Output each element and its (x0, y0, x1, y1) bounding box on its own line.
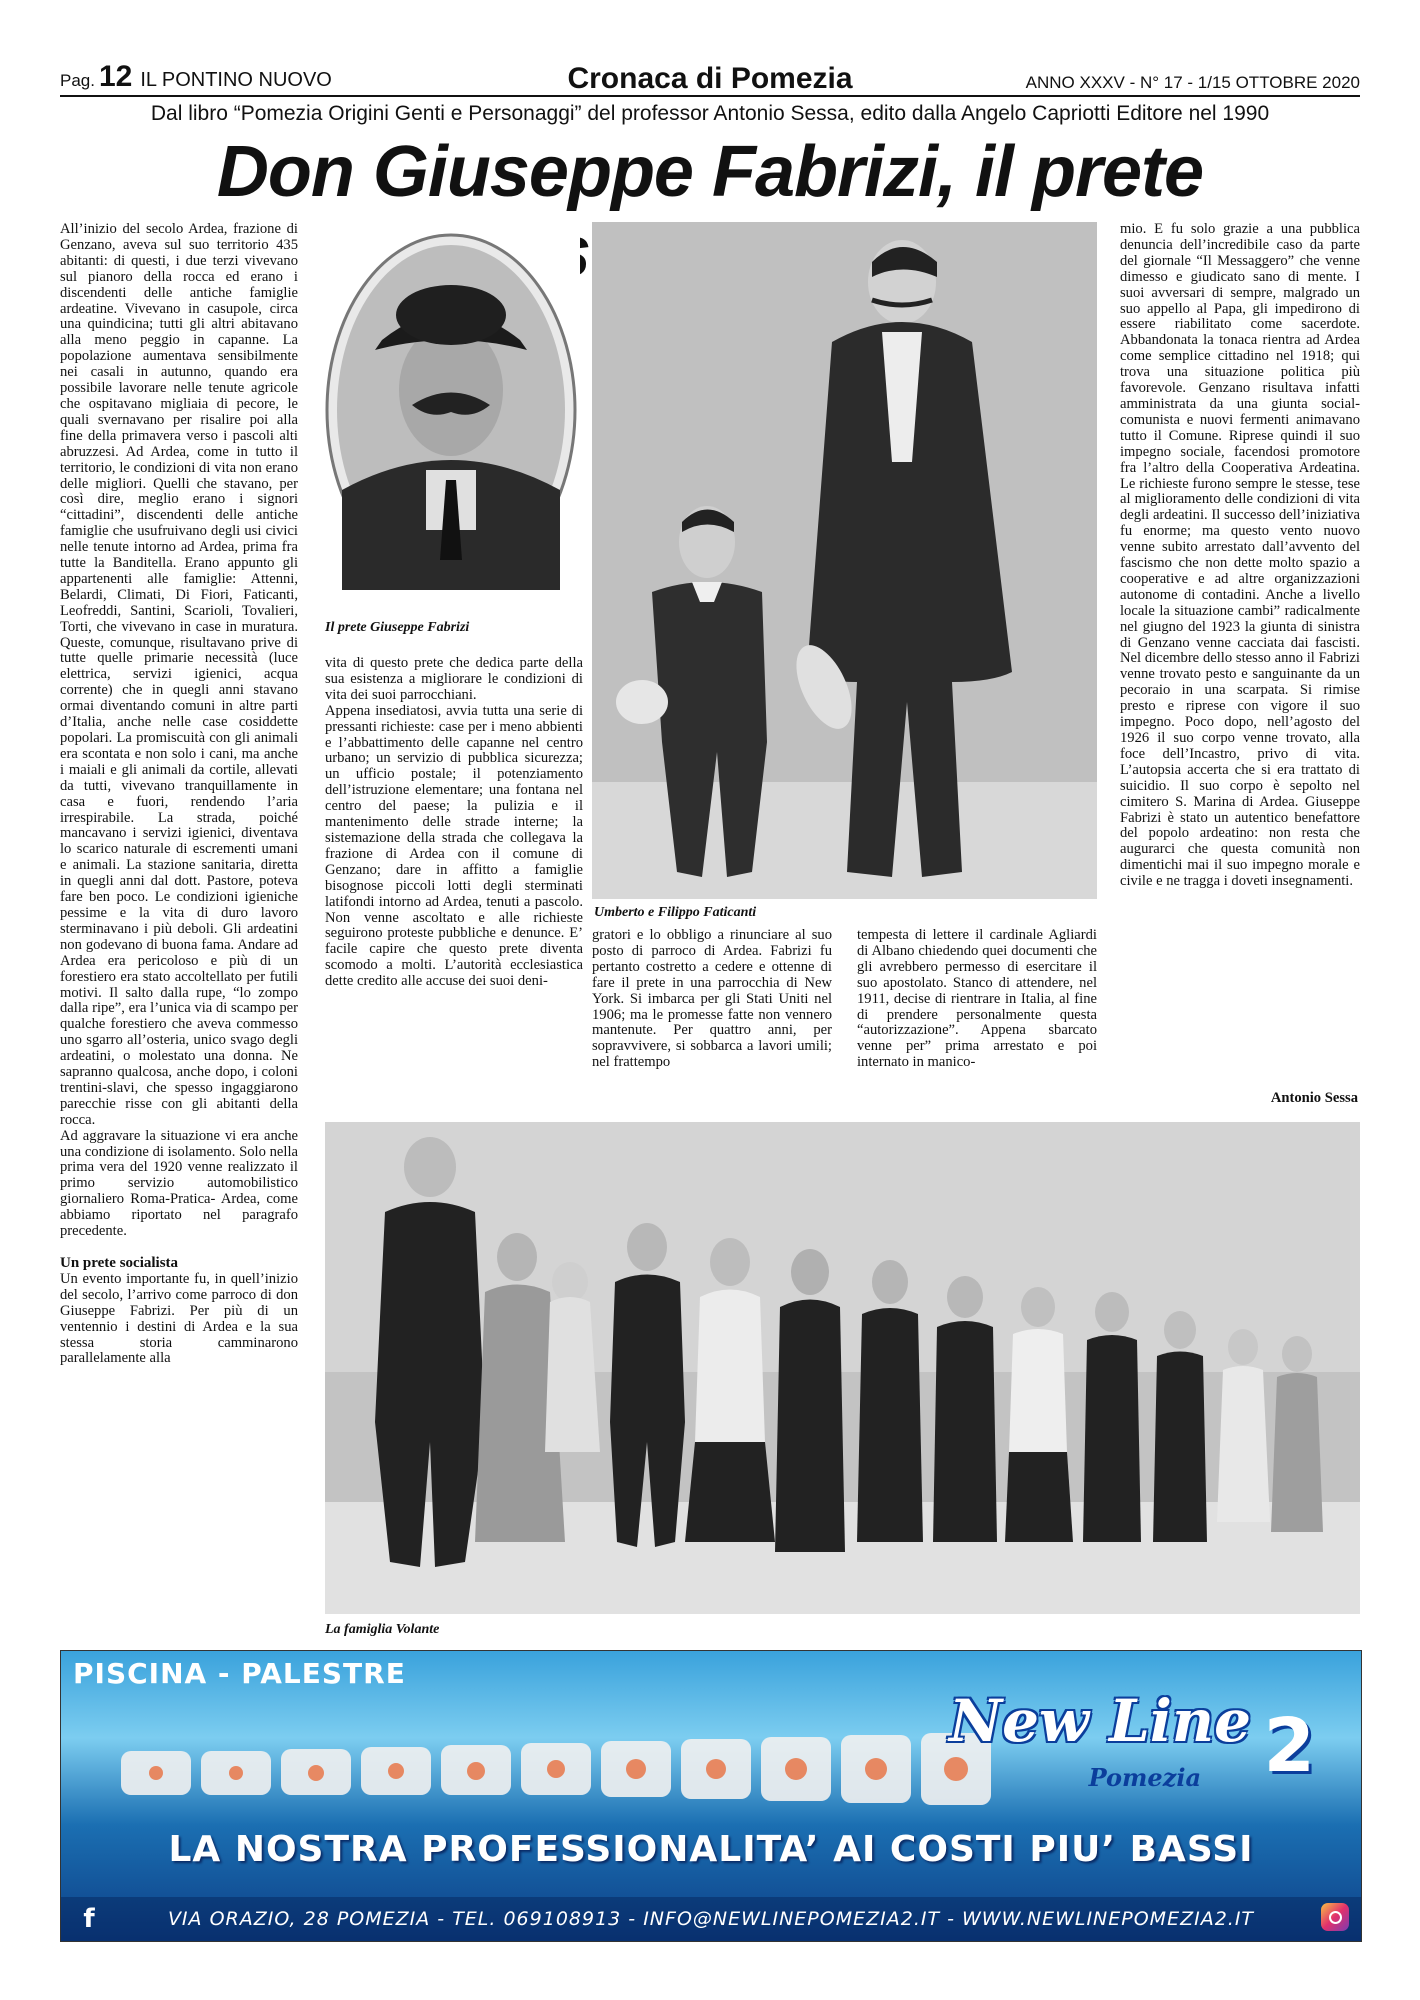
section-title: Cronaca di Pomezia (567, 62, 853, 95)
faticanti-caption: Umberto e Filippo Faticanti (594, 905, 757, 920)
facebook-icon[interactable]: f (83, 1904, 95, 1934)
newspaper-name: IL PONTINO NUOVO (140, 69, 332, 91)
subheading: Un prete socialista (60, 1255, 179, 1271)
faticanti-photo (592, 222, 1097, 899)
issue-info: ANNO XXXV - N° 17 - 1/15 OTTOBRE 2020 (1025, 73, 1360, 92)
ad-slogan: LA NOSTRA PROFESSIONALITA’ AI COSTI PIU’ BASSI (168, 1829, 1254, 1870)
instagram-icon[interactable] (1321, 1903, 1349, 1931)
family-photo (325, 1122, 1360, 1614)
column-1-text: All’inizio del secolo Ardea, frazione di Genzano, aveva sul suo territorio 435 abitanti: di questi, i due terzi vivevano sul pianoro della rocca ed erano i discendenti delle antiche famiglie ardeatine. Vivevano in casupole, circa una quindicina; tutti gli altri abitavano alla meno peggio in capanne. La popolazione aumentava sensibilmente nei casali in autunno, quando era possibile lavorare nelle tenute agricole che ospitavano migliaia di pecore, le quali svernavano per risalire poi alla fine della primavera verso i pascoli alti abruzzesi. Ad Ardea, come in tutto il territorio, le condizioni di vita non erano delle migliori. Quelli che stavano, per così dire, meglio erano i signori “cittadini”, discendenti delle antiche famiglie che usufruivano degli usi civici nelle tenute intorno ad Ardea, prima fra tutte la Banditella. Erano appunto gli appartenenti alle famiglie: Attenni, Belardi, Climati, Di Fiori, Faticanti, Leofreddi, Santini, Scarioli, Tovalieri, Torti, che vivevano in case in muratura. Queste, comunque, risultavano prive di tutte quelle primarie necessità (luce elettrica, servizi igienici, acqua corrente) che in quegli anni stavano ormai diventando comuni in altre parti d’Italia, anche nelle case cosiddette popolari. La promiscuità con gli animali era scontata e non solo i cani, ma anche i maiali e gli animali da cortile, allevati da tutti, vivevano tranquillamente in casa e fuori, rendendo l’aria irrespirabile. La strada, poiché mancavano i servizi igienici, diventava lo scarico naturale di escrementi umani e animali. La stazione sanitaria, diretta in quegli anni dal dott. Pastore, poteva fare ben poco. Le condizioni igieniche pessime e la vita di duro lavoro sterminavano i più deboli. Gli ardeatini non godevano di buona fama. Andare ad Ardea era pericoloso e più di un forestiero era stato accoltellato per futili motivi. Il salto dalla rupe, “lo zompo dalla ripe”, era l’unica via di scampo per qualche forestiero che aveva commesso uno sgarro all’osteria, unico svago degli ardeatini, o molestato una donna. Ne sapranno qualcosa, anche dopo, i coloni trentini-slavi, che spesso ingaggiarono parecchie risse con gli abitanti della rocca. (60, 221, 298, 1128)
pag-label: Pag. (60, 71, 95, 90)
page-number: 12 (98, 60, 133, 93)
column-3-text: gratori e lo obbligo a rinunciare al suo posto di parroco di Ardea. Fabrizi fu pertanto costretto a cedere e ottenne di fare il prete in una parrocchia di New York. Si imbarca per gli Stati Uniti nel 1906; ma le promesse fatte non vennero mantenute. Per quattro anni, per sopravvivere, si sobbarca a lavori umili; nel frattempo (592, 927, 832, 1071)
portrait-photo (322, 230, 580, 590)
page-header (60, 60, 1360, 96)
author-signature: Antonio Sessa (1270, 1090, 1358, 1106)
advertisement-banner[interactable] (60, 1650, 1362, 1942)
article-column-2 (325, 656, 583, 990)
ad-brand-number: 2 (1263, 1703, 1315, 1789)
article-kicker: Dal libro “Pomezia Origini Genti e Personaggi” del professor Antonio Sessa, edito dalla Angelo Capriotti Editore nel 1990 (150, 102, 1270, 125)
article-column-3 (592, 928, 832, 1071)
ad-city: Pomezia (1088, 1763, 1201, 1792)
column-2-text: vita di questo prete che dedica parte della sua esistenza a migliorare le condizioni di vita dei suoi parrocchiani. (325, 655, 583, 703)
column-5-text: mio. E fu solo grazie a una pubblica denuncia dell’incredibile caso da parte del giornale “Il Messaggero” che venne dimesso e giudicato sano di mente. I suoi avversari di sempre, malgrado un suo appello al Papa, gli impedirono di essere riabilitato come sacerdote. Abbandonata la tonaca rientra ad Ardea come semplice cittadino nel 1918; qui trova una situazione politica più favorevole. Genzano risultava infatti amministrata da una giunta social-comunista e nuovi fermenti animavano tutto il Comune. Riprese quindi il suo impegno sociale, facendosi promotore fra l’altro della Cooperativa Ardeatina. Le richieste furono sempre le stesse, tese al miglioramento delle condizioni di vita degli ardeatini. Il successo dell’iniziativa fu enorme; ma questo vento nuovo venne subito arrestato dall’avvento del fascismo che non dette molto spazio a cooperative e ad altre organizzazioni autonome di contadini. Anche a livello locale la situazione cambi” radicalmente nel giugno del 1923 la giunta di sinistra di Genzano venne cacciata dai fascisti. Nel dicembre dello stesso anno il Fabrizi venne trovato pesto e sanguinante da un pecoraio in una scarpata. Si rimise presto e riprese con vigore il suo impegno. Poco dopo, nell’agosto del 1926 il suo corpo venne trovato, alla foce dell’Incastro, privo di vita. L’autopsia accerta che si era trattato di suicidio. Il suo corpo è sepolto nel cimitero S. Marina di Ardea. Giuseppe Fabrizi è stato un autentico benefattore del popolo ardeatino: non resta che augurarci che questa comunità non dimentichi mai il suo impegno morale e civile e ne tragga i doveti insegnamenti. (1120, 221, 1360, 890)
article-column-1 (60, 222, 298, 1367)
column-2-text-b: Appena insediatosi, avvia tutta una serie di pressanti richieste: case per i meno abbienti e l’abbattimento delle capanne nel centro urbano; un servizio di pubblica sicurezza; un ufficio postale; il potenziamento dell’istruzione elementare; una fontana nel centro del paese; la pulizia e il mantenimento delle strade interne; la sistemazione della strada che collegava la frazione di Ardea con il comune di Genzano; dare in affitto a famiglie bisognose piccoli lotti degli sterminati latifondi intorno ad Ardea, tenuti a pascolo. Non venne ascoltato e alle richieste seguirono proteste pubbliche e denunce. E’ facile capire che questo prete diventa scomodo a molti. L’autorità ecclesiastica dette credito alle accuse dei suoi deni- (325, 702, 583, 990)
ad-brand-name: New Line (949, 1687, 1251, 1755)
ad-tagline: PISCINA - PALESTRE (73, 1657, 406, 1690)
article-column-4 (857, 928, 1097, 1071)
ad-contacts[interactable]: VIA ORAZIO, 28 POMEZIA - TEL. 069108913 - INFO@NEWLINEPOMEZIA2.IT - WWW.NEWLINEPOMEZIA2.IT (61, 1897, 1361, 1941)
column-4-text: tempesta di lettere il cardinale Agliardi di Albano chiedendo quei documenti che gli avrebbero permesso di esercitare il suo apostolato. Stanco di attendere, nel 1911, decise di rientrare in Italia, al fine di prendere personalmente questa “autorizzazione”. Appena sbarcato venne per” prima arrestato e poi internato in manico- (857, 927, 1097, 1071)
portrait-caption: Il prete Giuseppe Fabrizi (325, 620, 470, 635)
article-column-5 (1120, 222, 1360, 890)
column-1-text-c: Un evento importante fu, in quell’inizio del secolo, l’arrivo come parroco di don Giuseppe Fabrizi. Per più di un ventennio i destini di Ardea e la sua stessa storia camminarono parallelamente alla (60, 1270, 298, 1367)
family-caption: La famiglia Volante (325, 1622, 440, 1637)
ad-brand-logo (949, 1687, 1251, 1755)
header-rule (60, 95, 1360, 97)
column-1-text-b: Ad aggravare la situazione vi era anche una condizione di isolamento. Solo nella prima vera del 1920 venne realizzato il primo servizio automobilistico giornaliero Roma-Pratica- Ardea, come abbiamo riportato nel paragrafo precedente. (60, 1127, 298, 1240)
article-title: Don Giuseppe Fabrizi, il prete (216, 132, 1204, 212)
